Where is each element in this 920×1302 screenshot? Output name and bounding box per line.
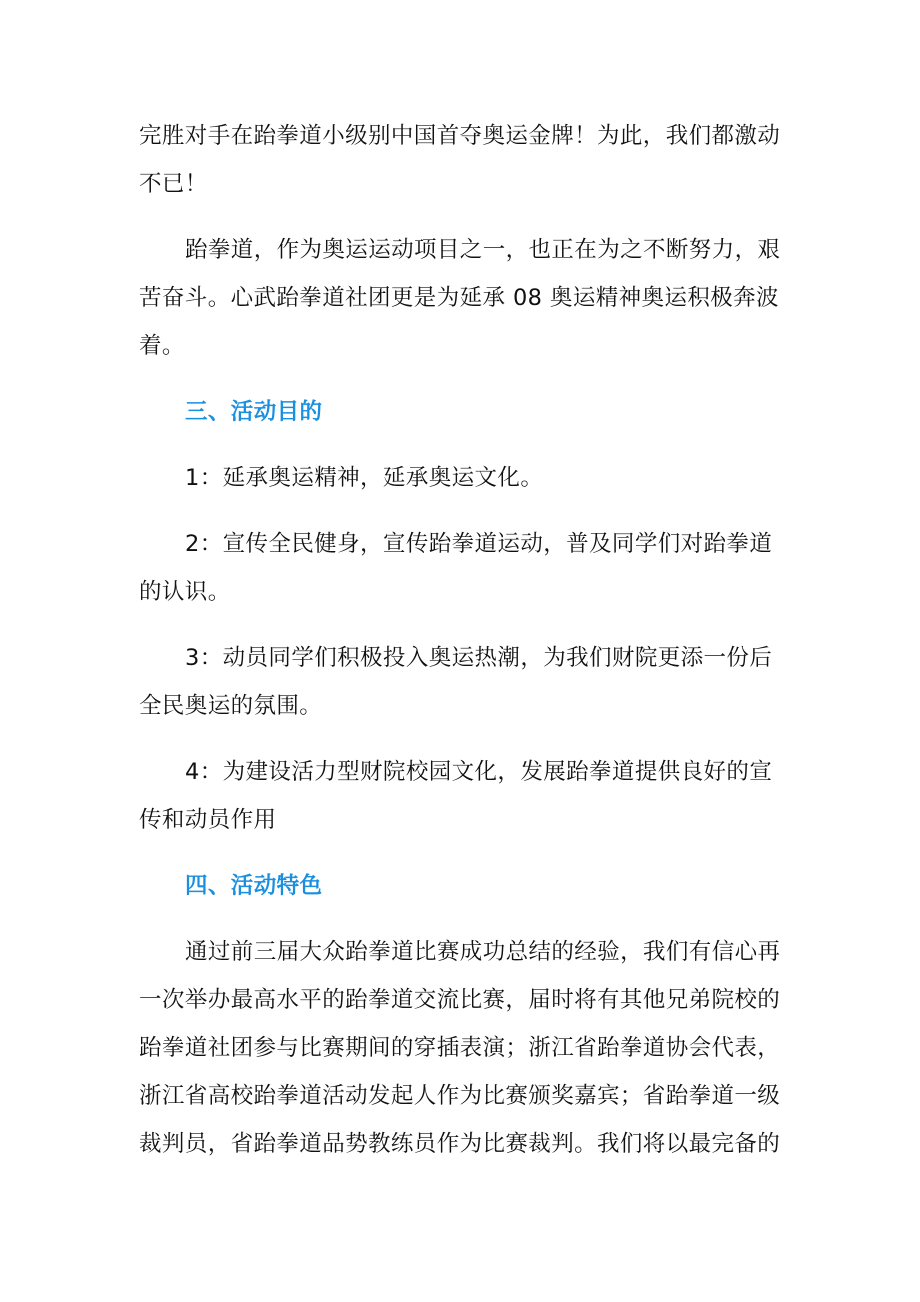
text-line: 3：动员同学们积极投入奥运热潮，为我们财院更添一份后 (185, 645, 773, 671)
text-line: 苦奋斗。心武跆拳道社团更是为延承 08 奥运精神奥运积极奔波 (139, 285, 779, 311)
text-line: 通过前三届大众跆拳道比赛成功总结的经验，我们有信心再 (185, 939, 781, 965)
text-line: 2：宣传全民健身，宣传跆拳道运动，普及同学们对跆拳道 (185, 531, 773, 557)
purpose-item-2 (139, 520, 784, 616)
purpose-item-4 (139, 748, 784, 844)
text-line: 一次举办最高水平的跆拳道交流比赛，届时将有其他兄弟院校的 (139, 987, 781, 1013)
purpose-item-3 (139, 634, 784, 730)
taekwondo-paragraph (139, 226, 784, 370)
text-line: 裁判员，省跆拳道品势教练员作为比赛裁判。我们将以最完备的 (139, 1131, 781, 1157)
text-line: 跆拳道社团参与比赛期间的穿插表演；浙江省跆拳道协会代表， (139, 1035, 781, 1061)
section-heading-purpose: 三、活动目的 (185, 399, 323, 425)
text-line: 1：延承奥运精神，延承奥运文化。 (185, 465, 544, 491)
text-line: 传和动员作用 (139, 807, 277, 833)
purpose-item-1 (139, 454, 784, 502)
text-line: 4：为建设活力型财院校园文化，发展跆拳道提供良好的宣 (185, 759, 773, 785)
text-line: 完胜对手在跆拳道小级别中国首夺奥运金牌！为此，我们都激动 (139, 123, 781, 149)
features-paragraph (139, 928, 784, 1168)
text-line: 着。 (139, 333, 185, 359)
text-line: 全民奥运的氛围。 (139, 693, 323, 719)
section-heading-features: 四、活动特色 (185, 873, 323, 899)
text-line: 的认识。 (139, 579, 231, 605)
text-line: 浙江省高校跆拳道活动发起人作为比赛颁奖嘉宾；省跆拳道一级 (139, 1083, 781, 1109)
intro-paragraph (139, 112, 784, 208)
text-line: 跆拳道，作为奥运运动项目之一，也正在为之不断努力，艰 (185, 237, 781, 263)
text-line: 不已！ (139, 171, 208, 197)
document-page (139, 112, 784, 1186)
